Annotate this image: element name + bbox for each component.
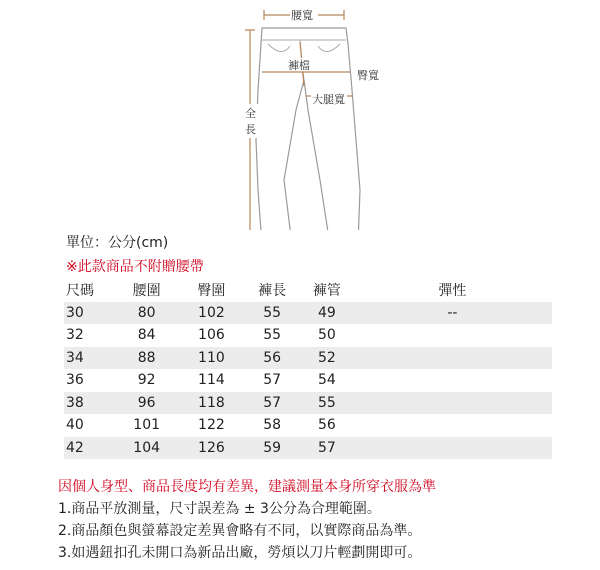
cell-waist: 92 [137, 372, 156, 389]
cell-length: 55 [263, 327, 282, 344]
cell-length: 57 [263, 394, 282, 411]
cell-size: 34 [66, 349, 84, 366]
cell-waist: 80 [137, 304, 156, 321]
measurement-warning: 因個人身型、商品長度均有差異，建議測量本身所穿衣服為準 [58, 479, 436, 495]
cell-waist: 84 [137, 327, 156, 344]
cell-leg: 55 [318, 394, 336, 411]
rise-label: 褲檔 [288, 59, 310, 72]
note-item: 1.商品平放測量，尺寸誤差為 ± 3公分為合理範圍。 [58, 501, 381, 517]
cell-waist: 96 [137, 394, 156, 411]
pants-measurement-diagram [0, 0, 600, 230]
header-waist: 腰圍 [132, 283, 161, 300]
header-leg: 褲管 [312, 283, 341, 300]
cell-leg: 56 [318, 417, 336, 434]
cell-leg: 52 [318, 349, 336, 366]
cell-length: 55 [263, 304, 282, 321]
belt-note: ※此款商品不附贈腰帶 [66, 259, 204, 275]
header-elasticity: 彈性 [438, 283, 467, 300]
waist-label: 腰寬 [291, 9, 313, 22]
cell-leg: 54 [318, 372, 336, 389]
table-row [64, 437, 552, 460]
note-item: 3.如遇鈕扣孔未開口為新品出廠，勞煩以刀片輕劃開即可。 [58, 545, 422, 561]
cell-size: 30 [66, 304, 84, 321]
thigh-dimension [306, 92, 352, 106]
thigh-label: 大腿寬 [312, 93, 345, 106]
cell-hip: 106 [198, 327, 225, 344]
hip-label: 臀寬 [357, 69, 379, 82]
cell-hip: 122 [198, 417, 225, 434]
waist-dimension [264, 8, 344, 22]
table-header [64, 279, 552, 302]
header-hip: 臀圍 [197, 283, 226, 300]
table-row [64, 392, 552, 415]
table-row [64, 414, 552, 437]
cell-size: 40 [66, 417, 84, 434]
cell-leg: 50 [318, 327, 336, 344]
cell-size: 36 [66, 372, 84, 389]
cell-hip: 110 [198, 349, 225, 366]
table-row [64, 369, 552, 392]
cell-hip: 118 [198, 394, 225, 411]
cell-elasticity: -- [447, 304, 458, 321]
table-row [64, 302, 552, 325]
length-label-2: 長 [245, 123, 256, 136]
cell-hip: 102 [198, 304, 225, 321]
cell-length: 58 [263, 417, 282, 434]
cell-hip: 114 [198, 372, 225, 389]
cell-length: 59 [263, 439, 282, 456]
cell-leg: 49 [318, 304, 336, 321]
cell-hip: 126 [198, 439, 225, 456]
length-label-1: 全 [245, 107, 256, 120]
length-dimension [242, 30, 258, 230]
table-row [64, 324, 552, 347]
header-size: 尺碼 [66, 283, 94, 300]
cell-leg: 57 [318, 439, 336, 456]
unit-label: 單位：公分(cm) [66, 235, 169, 251]
cell-waist: 88 [137, 349, 156, 366]
size-table [64, 279, 552, 459]
header-length: 褲長 [258, 283, 287, 300]
cell-size: 42 [66, 439, 84, 456]
cell-size: 32 [66, 327, 84, 344]
cell-length: 56 [263, 349, 282, 366]
notes-section [58, 476, 436, 564]
cell-waist: 101 [133, 417, 161, 434]
note-item: 2.商品顏色與螢幕設定差異會略有不同，以實際商品為準。 [58, 523, 422, 539]
cell-waist: 104 [133, 439, 161, 456]
cell-size: 38 [66, 394, 84, 411]
table-row [64, 347, 552, 370]
cell-length: 57 [263, 372, 282, 389]
